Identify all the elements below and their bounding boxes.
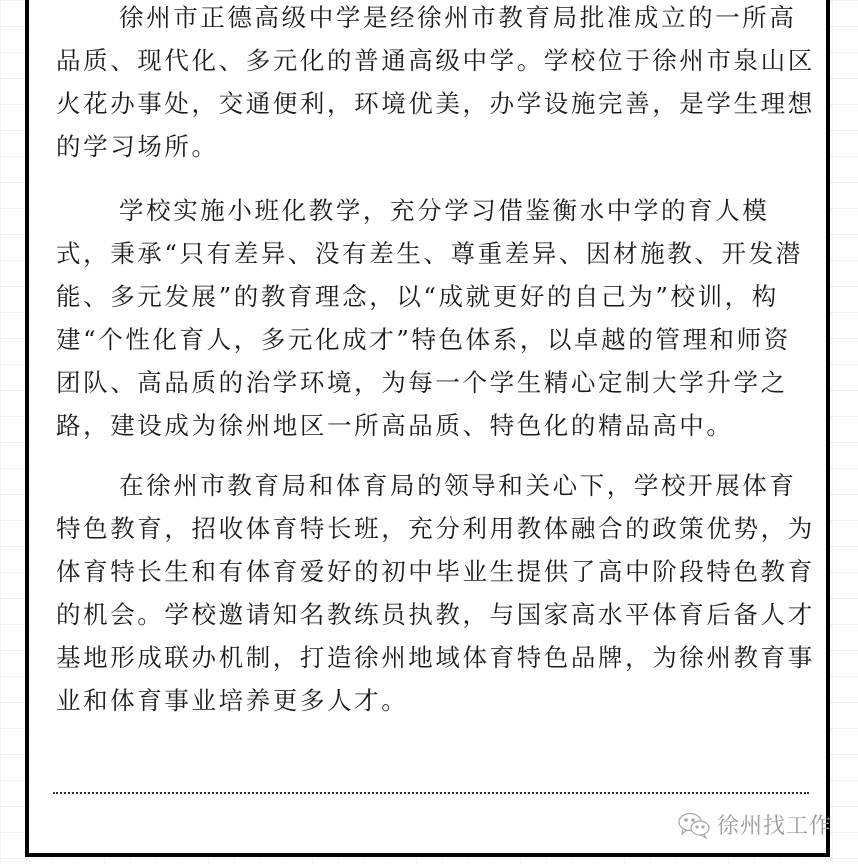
text-line: 的机会。学校邀请知名教练员执教，与国家高水平体育后备人才 [56,600,815,629]
text-line: 学校实施小班化教学，充分学习借鉴衡水中学的育人模 [119,196,770,225]
text-line: 基地形成联办机制，打造徐州地域体育特色品牌，为徐州教育事 [56,643,815,672]
text-line: 建“个性化育人，多元化成才”特色体系，以卓越的管理和师资 [56,325,791,354]
text-line: 品质、现代化、多元化的普通高级中学。学校位于徐州市泉山区 [56,46,815,75]
text-line: 火花办事处，交通便利，环境优美，办学设施完善，是学生理想 [56,89,815,118]
text-line: 业和体育事业培养更多人才。 [56,686,409,715]
watermark-text: 徐州找工作 [716,814,832,839]
text-line: 在徐州市教育局和体育局的领导和关心下，学校开展体育 [119,471,797,500]
text-line: 徐州市正德高级中学是经徐州市教育局批准成立的一所高 [119,3,797,32]
paragraph-sports-education [56,464,816,722]
text-line: 体育特长生和有体育爱好的初中毕业生提供了高中阶段特色教育 [56,557,815,586]
text-line: 式，秉承“只有差异、没有差生、尊重差异、因材施教、开发潜 [56,239,803,268]
text-line: 特色教育，招收体育特长班，充分利用教体融合的政策优势，为 [56,514,815,543]
document-card [25,0,830,857]
paragraph-teaching-philosophy [56,189,816,447]
text-line: 团队、高品质的治学环境，为每一个学生精心定制大学升学之 [56,368,788,397]
paragraph-school-intro [56,0,816,168]
text-line: 路，建设成为徐州地区一所高品质、特色化的精品高中。 [56,411,734,440]
wechat-icon [677,811,711,839]
text-line: 的学习场所。 [56,132,219,161]
dotted-divider [53,792,809,794]
text-line: 能、多元发展”的教育理念，以“成就更好的自己为”校训，构 [56,282,779,311]
wechat-watermark [677,809,832,840]
